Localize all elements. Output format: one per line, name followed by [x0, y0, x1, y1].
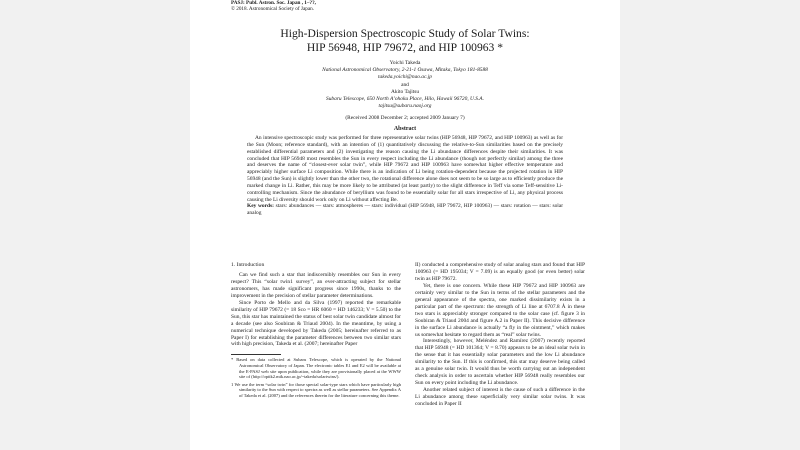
paragraph: Since Porto de Mello and da Silva (1997) reported the remarkable similarity of HIP 79672 (= 18 Sco = HR 6060 = HD 146233; V = 5.50) to the Sun, this star has maintained the status of best solar twin candidate almost for a decade (see also Soubiran & Triaud 2004). In the meantime, by using a numerical technique developed by Takeda (2005; hereinafter referred to as Paper I) for establishing the parameter differences between two similar stars with high precision, Takeda et al. (2007; hereinafter Paper	[231, 299, 401, 348]
abstract-text: An intensive spectroscopic study was performed for three representative solar twins (HIP 56948, HIP 79672, and HIP 100963) as well as for the Sun (Moon; reference standard), with an intention of (1) quantitatively discussing the relative-to-Sun similarities based on the precisely established differential parameters and (2) investigating the reason causing the Li abundance differences despite their similarities. It was concluded that HIP 56948 most resembles the Sun in every respect including the Li abundance (though not perfectly similar) among the three and deserves the name of “closest-ever solar twin”, while HIP 79672 and HIP 100963 have somewhat higher effective temperature and appreciably higher surface Li composition. While there is an indication of Li being rotation-dependent because the projected rotation in HIP 56948 (and the Sun) is slightly lower than the other two, the rotational difference alone does not seem to be so large as to efficiently produce the marked change in Li. Rather, this may be more likely to be attributed (at least partly) to the slight difference in Teff via some Teff-sensitive Li-controlling mechanism. Since the abundance of beryllium was found to be essentially solar for all stars irrespective of Li, any physical process causing the Li diversity should work only on Li without affecting Be.	[247, 135, 563, 203]
journal-copyright: © 2018. Astronomical Society of Japan.	[231, 6, 315, 13]
paragraph: Can we find such a star that indiscernibly resembles our Sun in every respect? This “solar twin1 survey”, an ever-attracting subject for stellar astronomers, has made significant progress since 1990s, thanks to the improvement in the precision of stellar parameter determinations.	[231, 271, 401, 299]
paper-page	[205, 0, 605, 450]
author-block-1	[205, 60, 605, 80]
footnote: * Based on data collected at Subaru Telescope, which is operated by the National Astronomical Observatory of Japan. The electronic tables E1 and E2 will be available at the E-PASJ web site upon publication, while they are provisionally placed at the WWW site of (http://optik2.mtk.nao.ac.jp/~takeda/solartwins/).	[231, 357, 401, 380]
author-email: tajitsu@subaru.naoj.org	[378, 102, 432, 109]
keywords-text: stars: abundances — stars: atmospheres — stars: individual (HIP 56948, HIP 79672, HIP 100963) — stars: rotation — stars: solar analog	[247, 203, 564, 217]
title-line-2: HIP 56948, HIP 79672, and HIP 100963 *	[306, 41, 504, 54]
author-email: takeda.yoichi@nao.ac.jp	[378, 73, 432, 80]
viewer-background-right	[620, 0, 800, 450]
author-affiliation: Subaru Telescope, 650 North A’ohoku Place, Hilo, Hawaii 96720, U.S.A.	[326, 95, 484, 102]
footnote-rule	[231, 354, 281, 355]
abstract-body	[247, 135, 563, 217]
title-line-1: High-Dispersion Spectroscopic Study of Solar Twins:	[280, 27, 530, 40]
left-column	[231, 262, 401, 401]
footnote: 1 We use the term “solar twin” for those special solar-type stars which have particularly high similarity to the Sun with respect to spectra as well as stellar parameters. See Appendix A of Takeda et al. (2007) and the references therein for the literature concerning this theme.	[231, 381, 401, 398]
right-column	[415, 262, 585, 408]
author-affiliation: National Astronomical Observatory, 2-21-1 Osawa, Mitaka, Tokyo 181-8588	[322, 66, 488, 73]
journal-header	[231, 0, 316, 13]
paragraph: Interestingly, however, Meléndez and Ramírez (2007) recently reported that HIP 56948 (= HD 101364; V = 8.70) appears to be an ideal solar twin in the sense that it has essentially solar parameters and the low Li abundance similarity to the Sun. If this is confirmed, this star may deserve being called as a genuine solar twin. It would thus be worth carrying out an independent check analysis in order to ascertain whether HIP 56948 really resembles our Sun on every point including the Li abundance.	[415, 338, 585, 387]
journal-name: PASJ: Publ. Astron. Soc. Japan , 1–??,	[231, 0, 316, 6]
author-name: Akito Tajitsu	[390, 89, 420, 95]
keywords-label: Key words:	[247, 203, 274, 210]
author-block-2	[205, 89, 605, 109]
received-date: (Received 2008 December 2; accepted 2009 January 7)	[345, 115, 465, 121]
abstract-heading: Abstract	[393, 126, 417, 132]
and-separator: and	[401, 82, 409, 88]
author-name: Yoichi Takeda	[389, 60, 421, 66]
paragraph: II) conducted a comprehensive study of solar analog stars and found that HIP 100963 (= HD 195034; V = 7.09) is an equally good (or even better) solar twin as HIP 79672.	[415, 262, 585, 282]
paper-title	[205, 27, 605, 55]
paragraph: Another related subject of interest is the cause of such a difference in the Li abundance among these superficially very similar solar twins. It was concluded in Paper II	[415, 387, 585, 408]
keywords	[247, 203, 563, 217]
paragraph: Yet, there is one concern. While these HIP 79672 and HIP 100963 are certainly very similar to the Sun in terms of the stellar parameters and the general appearance of the spectra, one marked dissimilarity exists in a particular part of the spectrum: the strength of Li line at 6707.8 Å in these two stars is appreciably stronger compared to the solar case (cf. figure 3 in Soubiran & Triaud 2004 and figure A.2 in Paper II). This decisive difference in the surface Li abundance is actually “a fly in the ointment,” which makes us somewhat hesitate to regard them as “real” solar twins.	[415, 282, 585, 338]
section-heading: 1. Introduction	[231, 262, 265, 268]
viewer-background-left	[0, 0, 190, 450]
